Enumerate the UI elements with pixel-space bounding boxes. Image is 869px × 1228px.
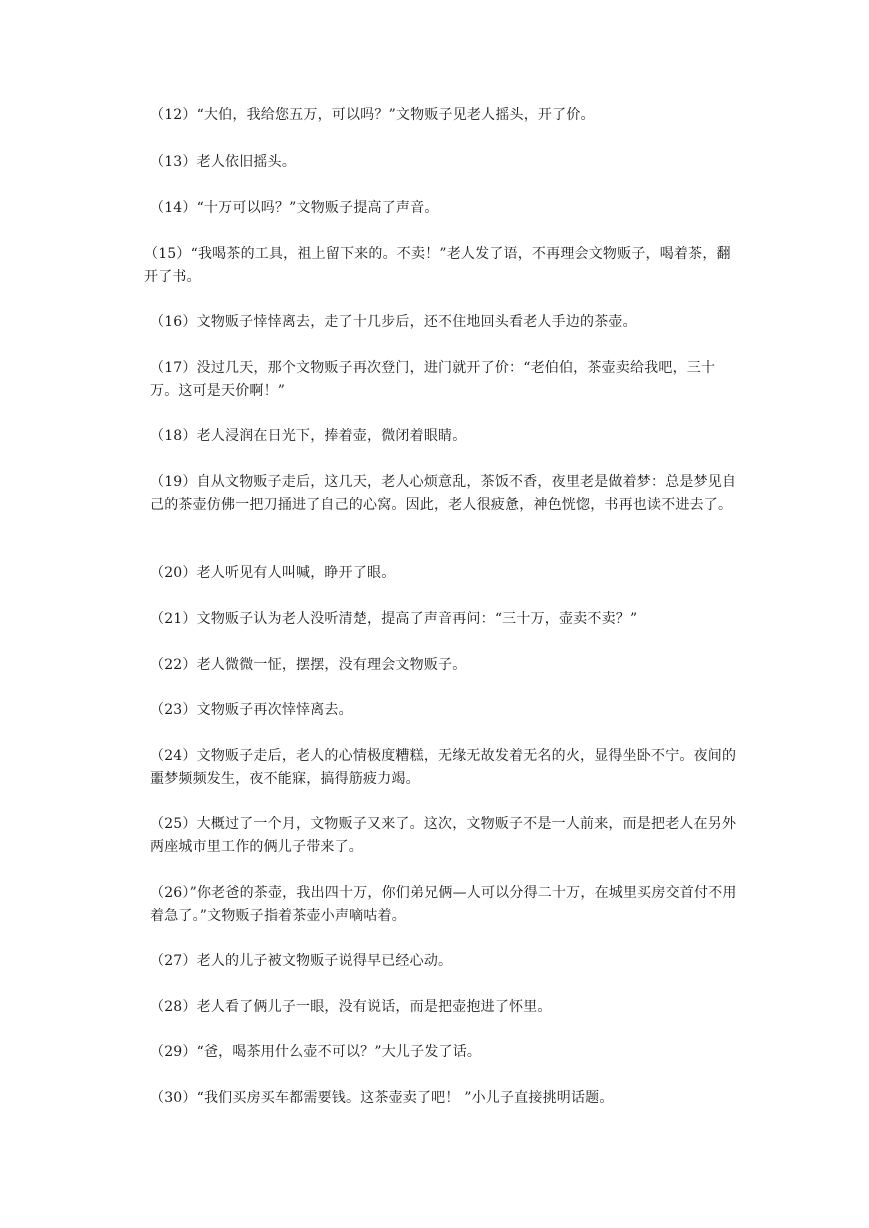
paragraph-24: （24）文物贩子走后，老人的心情极度糟糕，无缘无故发着无名的火，显得坐卧不宁。夜间的噩梦频频发生，夜不能寐，搞得筋疲力竭。 [150,748,737,787]
paragraph-18: （18）老人浸润在日光下，捧着壶，微闭着眼睛。 [150,428,467,444]
paragraph-15: （15）“我喝茶的工具，祖上留下来的。不卖！”老人发了语，不再理会文物贩子，喝着茶，翻开了书。 [144,246,731,285]
paragraph-20: （20）老人听见有人叫喊，睁开了眼。 [150,565,396,581]
paragraph-28: （28）老人看了俩儿子一眼，没有说话，而是把壶抱进了怀里。 [150,999,552,1015]
paragraph-23: （23）文物贩子再次悻悻离去。 [150,702,353,718]
paragraph-26: （26）”你老爸的茶壶，我出四十万，你们弟兄俩—人可以分得二十万，在城里买房交首付不用着急了。”文物贩子指着茶壶小声嘀咕着。 [150,885,737,924]
paragraph-29: （29）“爸，喝茶用什么壶不可以？”大儿子发了话。 [150,1044,482,1060]
paragraph-27: （27）老人的儿子被文物贩子说得早已经心动。 [150,953,453,969]
paragraph-25: （25）大概过了一个月，文物贩子又来了。这次，文物贩子不是一人前来，而是把老人在另外两座城市里工作的俩儿子带来了。 [150,816,737,855]
paragraph-13: （13）老人依旧摇头。 [150,154,297,170]
paragraph-17: （17）没过几天，那个文物贩子再次登门，进门就开了价：“老伯伯，茶壶卖给我吧，三十万。这可是天价啊！” [150,360,716,399]
paragraph-12: （12）“大伯，我给您五万，可以吗？”文物贩子见老人摇头，开了价。 [150,107,595,123]
paragraph-21: （21）文物贩子认为老人没听清楚，提高了声音再问：“三十万，壶卖不卖？” [150,611,638,627]
paragraph-14: （14）“十万可以吗？”文物贩子提高了声音。 [150,200,439,216]
paragraph-16: （16）文物贩子悻悻离去，走了十几步后，还不住地回头看老人手边的茶壶。 [150,314,637,330]
paragraph-22: （22）老人微微一怔，摆摆，没有理会文物贩子。 [150,657,467,673]
paragraph-19: （19）自从文物贩子走后，这几天，老人心烦意乱，茶饭不香，夜里老是做着梦：总是梦见自己的茶壶仿佛一把刀捅进了自己的心窝。因此，老人很疲惫，神色恍惚，书再也读不进去了。 [150,474,737,513]
paragraph-30: （30）“我们买房买车都需要钱。这茶壶卖了吧！ ”小儿子直接挑明话题。 [150,1090,614,1106]
